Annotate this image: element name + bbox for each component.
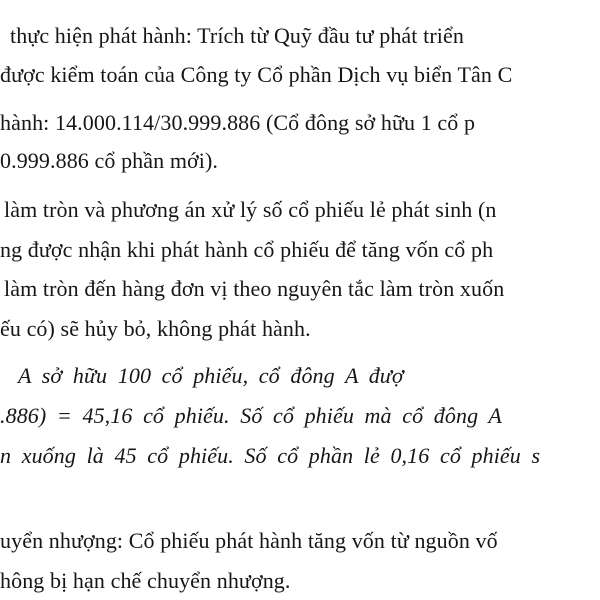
text-line-10: .886) = 45,16 cổ phiếu. Số cổ phiếu mà cổ đông A (0, 403, 502, 428)
text-line-3: hành: 14.000.114/30.999.886 (Cổ đông sở hữu 1 cổ p (0, 110, 476, 135)
text-line-13: hông bị hạn chế chuyển nhượng. (0, 568, 291, 593)
text-line-12: uyển nhượng: Cổ phiếu phát hành tăng vốn từ nguồn vố (0, 528, 498, 553)
text-line-8: ếu có) sẽ hủy bỏ, không phát hành. (0, 316, 311, 341)
text-line-5: làm tròn và phương án xử lý số cổ phiếu lẻ phát sinh (n (4, 197, 497, 222)
text-line-2: được kiểm toán của Công ty Cổ phần Dịch vụ biển Tân C (0, 62, 513, 87)
text-line-6: ng được nhận khi phát hành cổ phiếu để tăng vốn cổ ph (0, 237, 494, 262)
text-line-11: n xuống là 45 cổ phiếu. Số cổ phần lẻ 0,16 cổ phiếu s (0, 443, 541, 468)
text-line-7: làm tròn đến hàng đơn vị theo nguyên tắc làm tròn xuốn (4, 276, 505, 301)
text-line-9: A sở hữu 100 cổ phiếu, cổ đông A đượ (18, 363, 404, 388)
text-line-1: thực hiện phát hành: Trích từ Quỹ đầu tư phát triển (10, 23, 464, 48)
text-line-4: 0.999.886 cổ phần mới). (0, 148, 219, 173)
